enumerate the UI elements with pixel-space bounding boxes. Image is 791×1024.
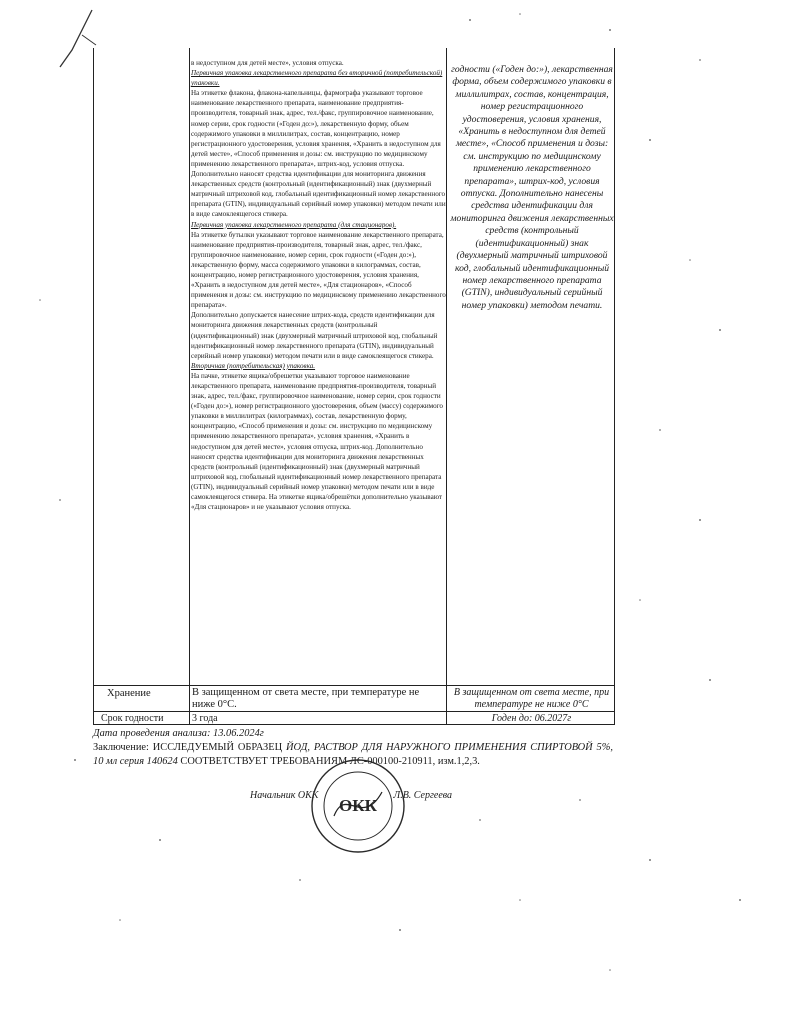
storage-result: В защищенном от света месте, при температуре не ниже 0°С: [453, 687, 610, 710]
paragraph: в недоступном для детей месте», условия отпуска.: [191, 59, 344, 67]
storage-requirement: В защищенном от света месте, при температуре не ниже 0°С.: [192, 687, 420, 710]
conclusion-product: ЙОД, РАСТВОР ДЛЯ НАРУЖНОГО ПРИМЕНЕНИЯ СПИРТОВОЙ 5%, 10 мл серия 140624: [93, 742, 613, 767]
paragraph: Дополнительно допускается нанесение штрих-кода, средств идентификации для мониторинга движения лекарственных средств (контрольный (идентификационный) знак (двухмерный матричный штриховой код, глобальный идентификационный номер лекарственного препарата (GTIN), индивидуальный серийный номер упаковки) методом печати или в виде самоклеящегося стикера.: [191, 311, 438, 360]
paragraph: На этикетке флакона, флакона-капельницы, фармографа указывают торговое наименование лекарственного препарата, наименование предприятия-производителя, товарный знак, адрес, тел./факс, группировочное наименование, номер серии, срок годности («Годен до:»), лекарственную форму, объем содержимого упаковки в миллилитрах, состав, концентрацию, номер регистрационного удостоверения, условия хранения, «Хранить в недоступном для детей месте», «Способ применения и дозы: см. инструкцию по медицинскому применению лекарственного препарата», штрих-код, условия отпуска. Дополнительно наносят средства идентификации для мониторинга движения лекарственных средств (контрольный (идентификационный) знак (двухмерный матричный штриховой код, глобальный идентификационный номер лекарственного препарата (GTIN), индивидуальный серийный номер упаковки) методом печати или в виде самоклеящегося стикера.: [191, 89, 446, 219]
signature-title: Начальник ОКК: [250, 790, 319, 801]
shelf-life-result: Годен до: 06.2027г: [491, 713, 572, 724]
shelf-life-label: Срок годности: [101, 713, 164, 724]
conclusion-suffix: СООТВЕТСТВУЕТ ТРЕБОВАНИЯМ ЛС-000100-210911, изм.1,2,3.: [177, 756, 480, 767]
analysis-date: Дата проведения анализа: 13.06.2024г: [93, 728, 264, 739]
stamp-center-text: ОКК: [339, 796, 377, 815]
storage-label: Хранение: [107, 688, 151, 699]
shelf-life-requirement: 3 года: [192, 713, 218, 724]
signature-name: Л.В. Сергеева: [393, 790, 453, 801]
paragraph: На пачке, этикетке ящика/обрешетки указывают торговое наименование лекарственного препарата, наименование предприятия-производителя, товарный знак, адрес, тел./факс, группировочное наименование, номер серии, срок годности («Годен до:»), номер регистрационного удостоверения, объем (массу) содержимого упаковки в миллилитрах (килограммах), состав, лекарственную форму, концентрацию, «Способ применения и дозы: см. инструкцию по медицинскому применению лекарственного препарата», условия хранения, «Хранить в недоступном для детей месте», условия отпуска, штрих-код. Дополнительно наносят средства идентификации для мониторинга движения лекарственных средств (контрольный (идентификационный) знак (двухмерный матричный штриховой код, глобальный идентификационный номер лекарственного препарата (GTIN), индивидуальный серийный номер упаковки) методом печати или в виде самоклеящегося стикера. На этикетке ящика/обрешётки дополнительно указывают «Для стационаров» и не указывают условия отпуска.: [191, 371, 443, 512]
paragraph-heading: Первичная упаковка лекарственного препарата (для стационаров).: [191, 220, 397, 229]
conclusion-prefix: Заключение: ИССЛЕДУЕМЫЙ ОБРАЗЕЦ: [93, 742, 287, 753]
paragraph-heading: Первичная упаковка лекарственного препарата без вторичной (потребительской) упаковки.: [191, 69, 443, 88]
packaging-result-cell: годности («Годен до:»), лекарственная форма, объем содержимого упаковки в миллилитрах, состав, концентрация, номер регистрационного удостоверения, условия хранения, «Хранить в недоступном для детей месте», «Способ применения и дозы: см. инструкцию по медицинскому применению лекарственного препарата», штрих-код, условия отпуска. Дополнительно нанесены средства идентификации для мониторинга движения лекарственных средств (контрольный (идентификационный) знак (двухмерный матричный штриховой код, глобальный идентификационный номер лекарственного препарата (GTIN), индивидуальный серийный номер упаковки) методом печати.: [450, 64, 614, 311]
paragraph: На этикетке бутылки указывают торговое наименование лекарственного препарата, наименование предприятия-производителя, товарный знак, адрес, тел./факс, группировочное наименование, номер серии, срок годности («Годен до:»), лекарственную форму, масса содержимого упаковки в килограммах, состав, концентрацию, номер регистрационного удостоверения, условия хранения, «Хранить в недоступном для детей месте», «Для стационаров», «Способ применения и дозы: см. инструкцию по медицинскому применению лекарственного препарата».: [191, 230, 446, 310]
paragraph-heading: Вторичная (потребительская) упаковка.: [191, 361, 316, 370]
